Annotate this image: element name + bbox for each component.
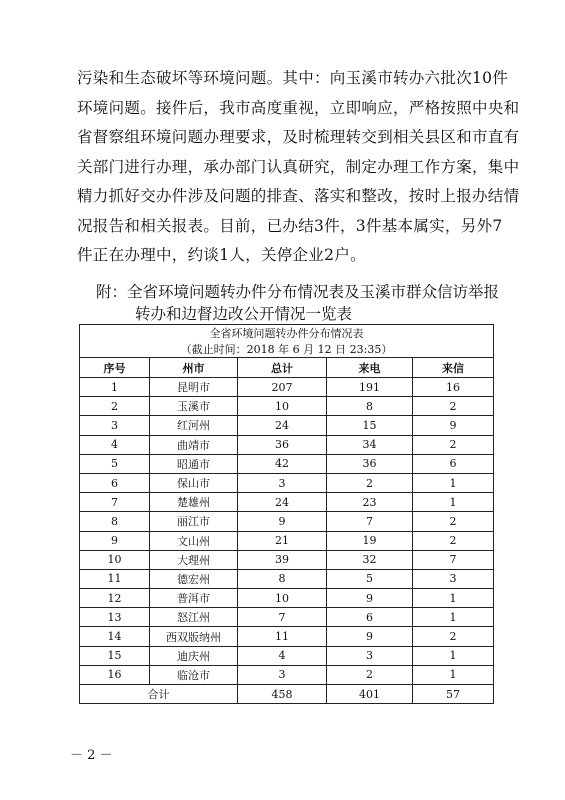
row-letter: 7 xyxy=(413,550,494,569)
table-subcaption: （截止时间：2018 年 6 月 12 日 23:35） xyxy=(80,341,494,358)
row-index: 3 xyxy=(80,416,150,435)
row-total: 3 xyxy=(238,473,327,492)
row-index: 12 xyxy=(80,589,150,608)
paragraph-line: 污染和生态破坏等环境问题。其中：向玉溪市转办六批次10件 xyxy=(77,69,509,87)
page-number: － 2 － xyxy=(70,748,113,763)
row-letter: 2 xyxy=(413,397,494,416)
row-city: 大理州 xyxy=(150,550,238,569)
row-phone: 6 xyxy=(327,608,413,627)
row-city: 西双版纳州 xyxy=(150,627,238,646)
row-letter: 1 xyxy=(413,493,494,512)
table-row xyxy=(80,608,494,627)
table-row xyxy=(80,531,494,550)
row-letter: 1 xyxy=(413,589,494,608)
row-letter: 2 xyxy=(413,435,494,454)
row-index: 11 xyxy=(80,569,150,588)
total-letter: 57 xyxy=(413,685,494,704)
row-city: 临沧市 xyxy=(150,665,238,684)
table-row xyxy=(80,512,494,531)
row-city: 曲靖市 xyxy=(150,435,238,454)
row-phone: 9 xyxy=(327,589,413,608)
row-phone: 36 xyxy=(327,454,413,473)
row-phone: 7 xyxy=(327,512,413,531)
appendix-title xyxy=(96,281,516,325)
table-row xyxy=(80,550,494,569)
row-total: 21 xyxy=(238,531,327,550)
table-row xyxy=(80,397,494,416)
table-row xyxy=(80,569,494,588)
row-index: 1 xyxy=(80,378,150,397)
row-index: 9 xyxy=(80,531,150,550)
row-letter: 6 xyxy=(413,454,494,473)
row-phone: 15 xyxy=(327,416,413,435)
row-phone: 8 xyxy=(327,397,413,416)
row-total: 4 xyxy=(238,646,327,665)
header-total: 总计 xyxy=(238,358,327,378)
table-row xyxy=(80,493,494,512)
header-city: 州市 xyxy=(150,358,238,378)
total-label: 合计 xyxy=(80,685,238,704)
row-letter: 9 xyxy=(413,416,494,435)
row-index: 16 xyxy=(80,665,150,684)
table-row xyxy=(80,416,494,435)
row-index: 2 xyxy=(80,397,150,416)
row-city: 楚雄州 xyxy=(150,493,238,512)
row-city: 昭通市 xyxy=(150,454,238,473)
row-phone: 2 xyxy=(327,665,413,684)
row-city: 迪庆州 xyxy=(150,646,238,665)
appendix-line-2: 转办和边督边改公开情况一览表 xyxy=(135,305,353,323)
table-caption: 全省环境问题转办件分布情况表 xyxy=(80,325,494,342)
header-letter: 来信 xyxy=(413,358,494,378)
row-city: 红河州 xyxy=(150,416,238,435)
row-index: 4 xyxy=(80,435,150,454)
paragraph-line: 件正在办理中，约谈1人，关停企业2户。 xyxy=(77,246,366,264)
table-row xyxy=(80,454,494,473)
header-index: 序号 xyxy=(80,358,150,378)
row-letter: 2 xyxy=(413,627,494,646)
total-phone: 401 xyxy=(327,685,413,704)
table-row xyxy=(80,646,494,665)
body-paragraph xyxy=(77,64,520,271)
row-total: 39 xyxy=(238,550,327,569)
row-total: 9 xyxy=(238,512,327,531)
row-index: 8 xyxy=(80,512,150,531)
row-total: 42 xyxy=(238,454,327,473)
row-letter: 1 xyxy=(413,608,494,627)
row-phone: 34 xyxy=(327,435,413,454)
row-letter: 3 xyxy=(413,569,494,588)
row-city: 玉溪市 xyxy=(150,397,238,416)
row-city: 昆明市 xyxy=(150,378,238,397)
row-phone: 9 xyxy=(327,627,413,646)
row-total: 36 xyxy=(238,435,327,454)
total-sum: 458 xyxy=(238,685,327,704)
appendix-line-1: 附：全省环境问题转办件分布情况表及玉溪市群众信访举报 xyxy=(96,283,500,301)
row-total: 8 xyxy=(238,569,327,588)
row-letter: 2 xyxy=(413,531,494,550)
table-row xyxy=(80,627,494,646)
row-city: 丽江市 xyxy=(150,512,238,531)
row-letter: 16 xyxy=(413,378,494,397)
row-phone: 32 xyxy=(327,550,413,569)
paragraph-line: 环境问题。接件后，我市高度重视，立即响应，严格按照中央和 xyxy=(77,98,520,117)
row-letter: 1 xyxy=(413,473,494,492)
row-index: 7 xyxy=(80,493,150,512)
row-total: 3 xyxy=(238,665,327,684)
row-letter: 1 xyxy=(413,646,494,665)
row-phone: 3 xyxy=(327,646,413,665)
row-city: 怒江州 xyxy=(150,608,238,627)
paragraph-line: 精力抓好交办件涉及问题的排查、落实和整改，按时上报办结情 xyxy=(77,187,520,205)
row-phone: 19 xyxy=(327,531,413,550)
row-index: 10 xyxy=(80,550,150,569)
row-total: 11 xyxy=(238,627,327,646)
row-letter: 1 xyxy=(413,665,494,684)
paragraph-line: 况报告和相关报表。目前，已办结3件，3件基本属实，另外7 xyxy=(77,216,503,235)
table-row xyxy=(80,473,494,492)
row-total: 7 xyxy=(238,608,327,627)
row-city: 文山州 xyxy=(150,531,238,550)
row-total: 10 xyxy=(238,589,327,608)
table-row xyxy=(80,435,494,454)
table-row xyxy=(80,378,494,397)
paragraph-line: 省督察组环境问题办理要求，及时梳理转交到相关县区和市直有 xyxy=(77,128,520,146)
row-phone: 2 xyxy=(327,473,413,492)
complaint-distribution-table xyxy=(79,324,494,704)
row-letter: 2 xyxy=(413,512,494,531)
row-city: 保山市 xyxy=(150,473,238,492)
table-row xyxy=(80,589,494,608)
table-row xyxy=(80,665,494,684)
row-total: 24 xyxy=(238,493,327,512)
row-index: 6 xyxy=(80,473,150,492)
paragraph-line: 关部门进行办理，承办部门认真研究，制定办理工作方案，集中 xyxy=(77,157,520,176)
row-total: 10 xyxy=(238,397,327,416)
row-phone: 191 xyxy=(327,378,413,397)
row-phone: 23 xyxy=(327,493,413,512)
row-phone: 5 xyxy=(327,569,413,588)
row-total: 24 xyxy=(238,416,327,435)
row-city: 德宏州 xyxy=(150,569,238,588)
row-index: 13 xyxy=(80,608,150,627)
row-index: 14 xyxy=(80,627,150,646)
row-index: 5 xyxy=(80,454,150,473)
row-city: 普洱市 xyxy=(150,589,238,608)
header-phone: 来电 xyxy=(327,358,413,378)
row-total: 207 xyxy=(238,378,327,397)
row-index: 15 xyxy=(80,646,150,665)
